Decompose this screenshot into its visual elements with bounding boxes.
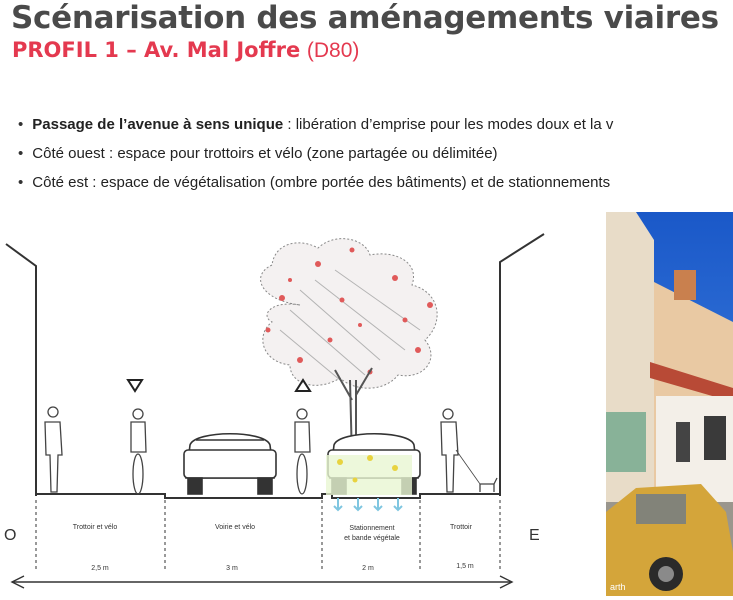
tree-illustration xyxy=(261,239,438,460)
bullet-text: : libération d’emprise pour les modes doux et la v xyxy=(283,116,614,133)
street-photo xyxy=(606,212,733,596)
zone-dividers xyxy=(36,500,500,572)
west-building xyxy=(6,244,36,496)
zone-label-3b: et bande végétale xyxy=(344,535,400,542)
east-orientation-label: E xyxy=(529,527,540,544)
photo-caption: arth xyxy=(610,582,626,592)
down-triangle-icon xyxy=(128,380,142,391)
zone-label-2: Voirie et vélo xyxy=(214,524,256,531)
west-orientation-label: O xyxy=(4,527,17,544)
zone-width-3: 2 m xyxy=(362,565,374,572)
bullet-list xyxy=(18,110,613,197)
planting-strip xyxy=(326,455,412,510)
bullet-item xyxy=(18,168,613,197)
zone-width-1: 2,5 m xyxy=(91,565,109,572)
zone-width-4: 1,5 m xyxy=(456,563,474,570)
bullet-item xyxy=(18,139,613,168)
pedestrian-figure-1 xyxy=(45,407,62,492)
zone-label-4: Trottoir xyxy=(450,524,472,531)
profile-subtitle xyxy=(12,38,359,63)
bullet-text: Côté est : espace de végétalisation (ombre portée des bâtiments) et de stationnements xyxy=(32,174,611,191)
bullet-item xyxy=(18,110,613,139)
road-code: (D80) xyxy=(306,39,360,62)
pedestrian-with-dog-figure xyxy=(441,409,497,492)
cyclist-figure-2 xyxy=(295,409,310,494)
profile-name: PROFIL 1 – Av. Mal Joffre xyxy=(12,38,301,62)
bullet-bold: Passage de l’avenue à sens unique xyxy=(32,116,284,133)
zone-width-2: 3 m xyxy=(226,565,238,572)
street-cross-section-diagram xyxy=(0,222,600,600)
cyclist-figure-1 xyxy=(131,409,146,494)
car-front-view-1 xyxy=(184,434,276,494)
bullet-text: Côté ouest : espace pour trottoirs et vélo (zone partagée ou délimitée) xyxy=(32,145,498,162)
zone-label-1: Trottoir et vélo xyxy=(72,524,118,531)
zone-label-3: Stationnement xyxy=(349,525,395,532)
page-title: Scénarisation des aménagements viaires xyxy=(11,0,719,36)
east-building xyxy=(500,234,544,496)
total-width-arrow xyxy=(12,576,512,588)
